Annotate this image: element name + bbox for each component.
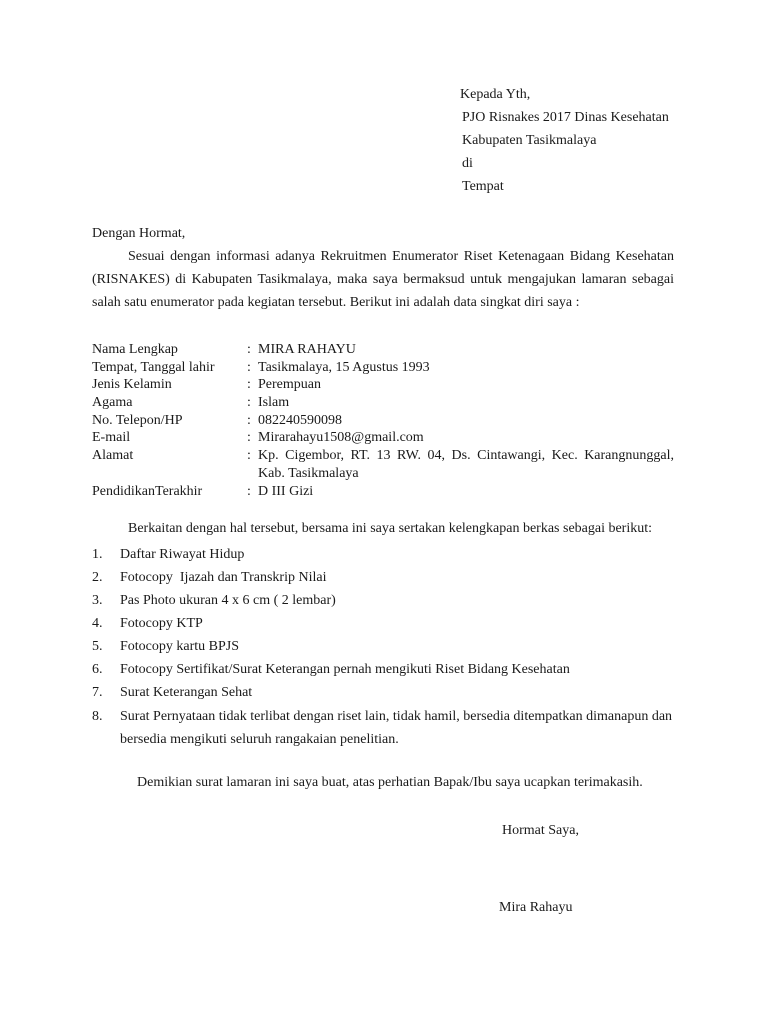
signature-name: Mira Rahayu: [499, 900, 573, 915]
attachments-intro: Berkaitan dengan hal tersebut, bersama ini saya sertakan kelengkapan berkas sebagai berikut:: [128, 521, 653, 536]
personal-value: Tasikmalaya, 15 Agustus 1993: [258, 360, 430, 375]
list-number: 7.: [92, 685, 103, 700]
personal-label: No. Telepon/HP: [92, 413, 183, 428]
personal-label: Alamat: [92, 448, 134, 463]
personal-colon: :: [247, 430, 251, 445]
list-number: 3.: [92, 593, 103, 608]
personal-value: 082240590098: [258, 413, 342, 428]
personal-value: D III Gizi: [258, 484, 314, 499]
recipient-line-1: PJO Risnakes 2017 Dinas Kesehatan: [462, 110, 669, 125]
list-text: Pas Photo ukuran 4 x 6 cm ( 2 lembar): [120, 593, 336, 608]
personal-value: Perempuan: [258, 377, 321, 392]
list-text: Fotocopy Ijazah dan Transkrip Nilai: [120, 570, 327, 585]
personal-label: Nama Lengkap: [92, 342, 178, 357]
personal-colon: :: [247, 342, 251, 357]
sign-off: Hormat Saya,: [502, 823, 579, 838]
list-number: 1.: [92, 547, 103, 562]
list-text: Daftar Riwayat Hidup: [120, 547, 245, 562]
personal-value: MIRA RAHAYU: [258, 342, 356, 357]
list-number: 2.: [92, 570, 103, 585]
closing-sentence: Demikian surat lamaran ini saya buat, atas perhatian Bapak/Ibu saya ucapkan terimakasih.: [137, 775, 643, 790]
personal-colon: :: [247, 377, 251, 392]
personal-label: Agama: [92, 395, 133, 410]
personal-colon: :: [247, 484, 251, 499]
personal-colon: :: [247, 395, 251, 410]
recipient-line-2: Kabupaten Tasikmalaya: [462, 133, 597, 148]
personal-colon: :: [247, 413, 251, 428]
recipient-line-4: Tempat: [462, 179, 504, 194]
personal-colon: :: [247, 360, 251, 375]
list-text: Fotocopy kartu BPJS: [120, 639, 240, 654]
list-number: 5.: [92, 639, 103, 654]
intro-paragraph: Sesuai dengan informasi adanya Rekruitmen Enumerator Riset Ketenagaan Bidang Kesehatan (RISNAKES) di Kabupaten Tasikmalaya, maka saya bermaksud untuk mengajukan lamaran sebagai salah satu enumerator pada kegiatan tersebut. Berikut ini adalah data singkat diri saya :: [92, 249, 674, 310]
list-text: Surat Pernyataan tidak terlibat dengan riset lain, tidak hamil, bersedia ditempatkan dimanapun dan bersedia mengikuti seluruh rangakaian penelitian.: [120, 709, 673, 747]
list-number: 8.: [92, 709, 103, 724]
personal-label: Jenis Kelamin: [92, 377, 172, 392]
list-text: Surat Keterangan Sehat: [120, 685, 253, 700]
list-number: 4.: [92, 616, 103, 631]
personal-colon: :: [247, 448, 251, 463]
personal-value: Kp. Cigembor, RT. 13 RW. 04, Ds. Cintawangi, Kec. Karangnunggal, Kab. Tasikmalaya: [258, 448, 674, 481]
list-number: 6.: [92, 662, 103, 677]
list-text: Fotocopy KTP: [120, 616, 203, 631]
recipient-line-3: di: [462, 156, 473, 171]
personal-label: Tempat, Tanggal lahir: [92, 360, 215, 375]
personal-value: Islam: [258, 395, 290, 410]
personal-value: Mirarahayu1508@gmail.com: [258, 430, 424, 445]
list-text: Fotocopy Sertifikat/Surat Keterangan pernah mengikuti Riset Bidang Kesehatan: [120, 662, 570, 677]
salutation: Dengan Hormat,: [92, 226, 186, 241]
recipient-greeting: Kepada Yth,: [460, 87, 531, 102]
personal-label: E-mail: [92, 430, 131, 445]
personal-label: PendidikanTerakhir: [92, 484, 203, 499]
